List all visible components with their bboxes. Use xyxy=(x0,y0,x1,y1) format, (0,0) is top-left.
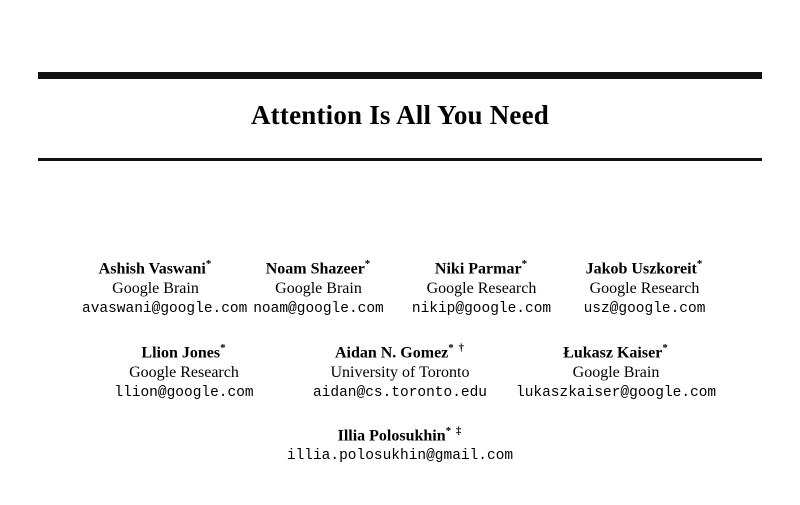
author-affiliation: Google Research xyxy=(129,364,239,382)
author-entry xyxy=(76,342,292,404)
author-footnote-marks: * xyxy=(220,341,227,354)
author-footnote-marks: * ‡ xyxy=(445,425,463,438)
author-footnote-marks: * xyxy=(521,258,529,270)
author-footnote-marks: * xyxy=(205,258,213,270)
author-email: avaswani@google.com xyxy=(82,301,248,318)
title-rule-top xyxy=(38,72,762,79)
author-name: Noam Shazeer* xyxy=(265,258,372,278)
page-title: Attention Is All You Need xyxy=(250,100,550,130)
author-email: lukaszkaiser@google.com xyxy=(516,384,717,401)
author-footnote-marks: * xyxy=(696,258,704,270)
author-entry xyxy=(508,342,724,404)
author-email: usz@google.com xyxy=(583,301,706,318)
author-name: Illia Polosukhin* ‡ xyxy=(337,425,463,445)
author-name: Aidan N. Gomez* † xyxy=(334,341,466,362)
author-email: illia.polosukhin@gmail.com xyxy=(286,447,514,464)
author-entry xyxy=(292,342,508,404)
author-row xyxy=(0,258,800,320)
author-entry xyxy=(250,425,550,466)
author-affiliation: University of Toronto xyxy=(330,364,470,382)
author-name: Niki Parmar* xyxy=(434,258,529,278)
author-email: noam@google.com xyxy=(253,301,384,318)
author-email: nikip@google.com xyxy=(411,301,552,318)
author-affiliation: Google Brain xyxy=(572,364,660,382)
author-name: Łukasz Kaiser* xyxy=(563,341,669,362)
author-name: Llion Jones* xyxy=(141,341,227,362)
author-row xyxy=(0,425,800,466)
author-entry xyxy=(237,258,400,320)
author-affiliation: Google Brain xyxy=(275,280,362,298)
author-row xyxy=(0,342,800,404)
author-affiliation: Google Research xyxy=(589,280,700,298)
title-rule-bottom xyxy=(38,158,762,161)
author-email: aidan@cs.toronto.edu xyxy=(312,384,488,401)
author-footnote-marks: * † xyxy=(448,341,466,354)
author-affiliation: Google Brain xyxy=(112,280,199,298)
author-entry xyxy=(400,258,563,320)
author-name: Jakob Uszkoreit* xyxy=(585,258,704,278)
author-entry xyxy=(74,258,248,320)
author-block xyxy=(0,258,800,466)
author-footnote-marks: * xyxy=(364,258,372,270)
author-email: llion@google.com xyxy=(114,384,254,401)
author-affiliation: Google Research xyxy=(426,280,537,298)
author-entry xyxy=(563,258,726,320)
author-footnote-marks: * xyxy=(662,341,669,354)
author-name: Ashish Vaswani* xyxy=(98,258,213,278)
